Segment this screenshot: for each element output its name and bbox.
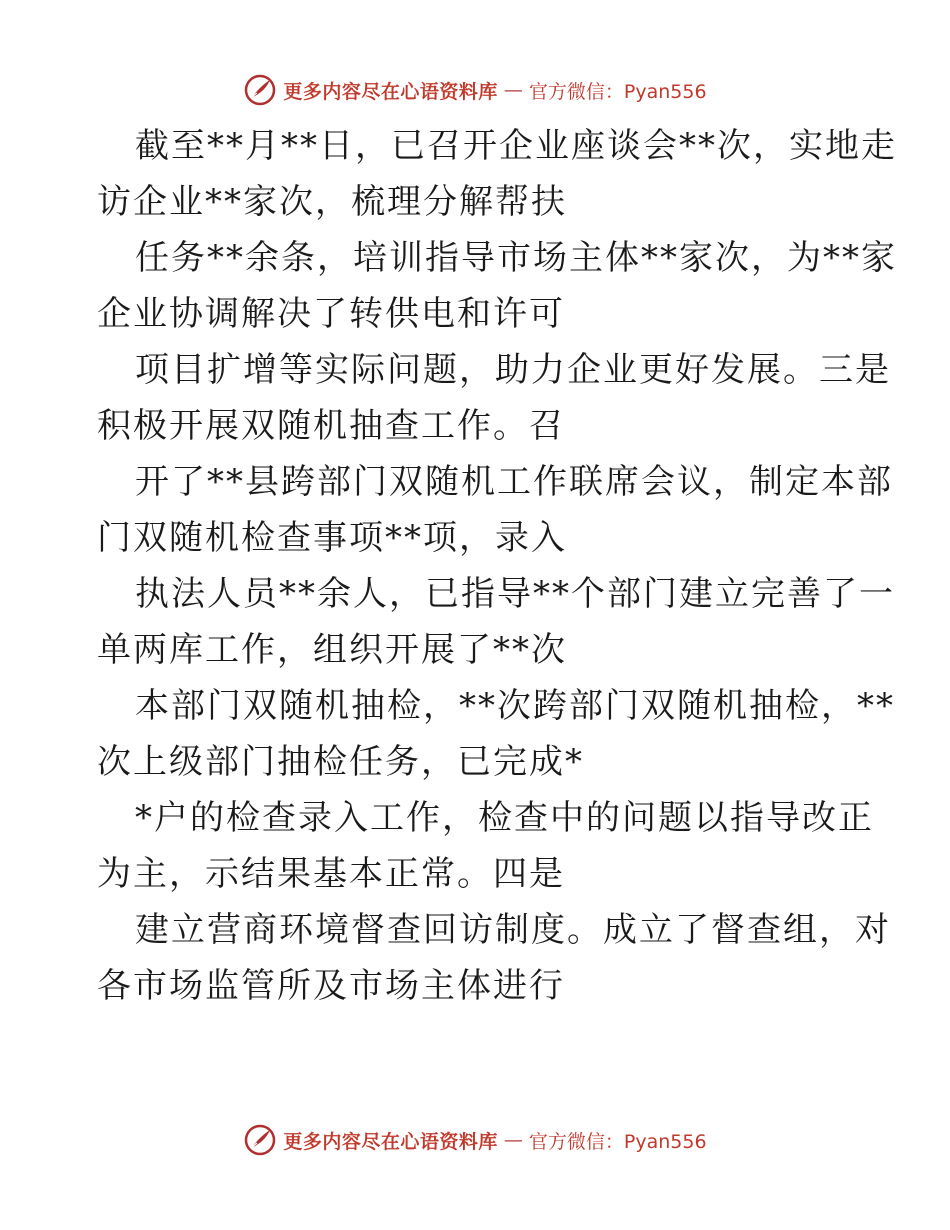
text-line: 单两库工作，组织开展了**次 <box>97 630 567 670</box>
text-line: 开了**县跨部门双随机工作联席会议，制定本部 <box>135 462 893 502</box>
text-line: 任务**余条，培训指导市场主体**家次，为**家 <box>135 238 897 278</box>
text-line: 项目扩增等实际问题，助力企业更好发展。三是 <box>135 350 891 390</box>
text-line: 各市场监管所及市场主体进行 <box>97 966 565 1006</box>
watermark-site-text: 更多内容尽在心语资料库 <box>283 80 498 103</box>
text-line: 为主，示结果基本正常。四是 <box>97 854 565 894</box>
text-line: 企业协调解决了转供电和许可 <box>97 294 565 334</box>
text-line: 本部门双随机抽检，**次跨部门双随机抽检，** <box>135 686 895 726</box>
quill-logo-icon <box>243 1123 277 1157</box>
watermark-wechat: 官方微信：Pyan556 <box>528 80 707 103</box>
text-line: 门双随机检查事项**项，录入 <box>97 518 567 558</box>
text-line: 次上级部门抽检任务，已完成* <box>97 742 584 782</box>
quill-logo-icon <box>243 73 277 107</box>
text-line: 积极开展双随机抽查工作。召 <box>97 406 565 446</box>
watermark-separator: — <box>503 1129 523 1151</box>
text-line: 截至**月**日，已召开企业座谈会**次，实地走 <box>135 126 897 166</box>
header-watermark <box>0 70 950 110</box>
watermark-separator: — <box>503 79 523 101</box>
text-line: 建立营商环境督查回访制度。成立了督查组，对 <box>135 910 891 950</box>
footer-watermark <box>0 1120 950 1160</box>
document-body <box>97 118 897 1014</box>
watermark-site-text: 更多内容尽在心语资料库 <box>283 1130 498 1153</box>
text-line: *户的检查录入工作，检查中的问题以指导改正 <box>135 798 874 838</box>
text-line: 执法人员**余人，已指导**个部门建立完善了一 <box>135 574 895 614</box>
text-line: 访企业**家次，梳理分解帮扶 <box>97 182 567 222</box>
watermark-wechat: 官方微信：Pyan556 <box>528 1130 707 1153</box>
